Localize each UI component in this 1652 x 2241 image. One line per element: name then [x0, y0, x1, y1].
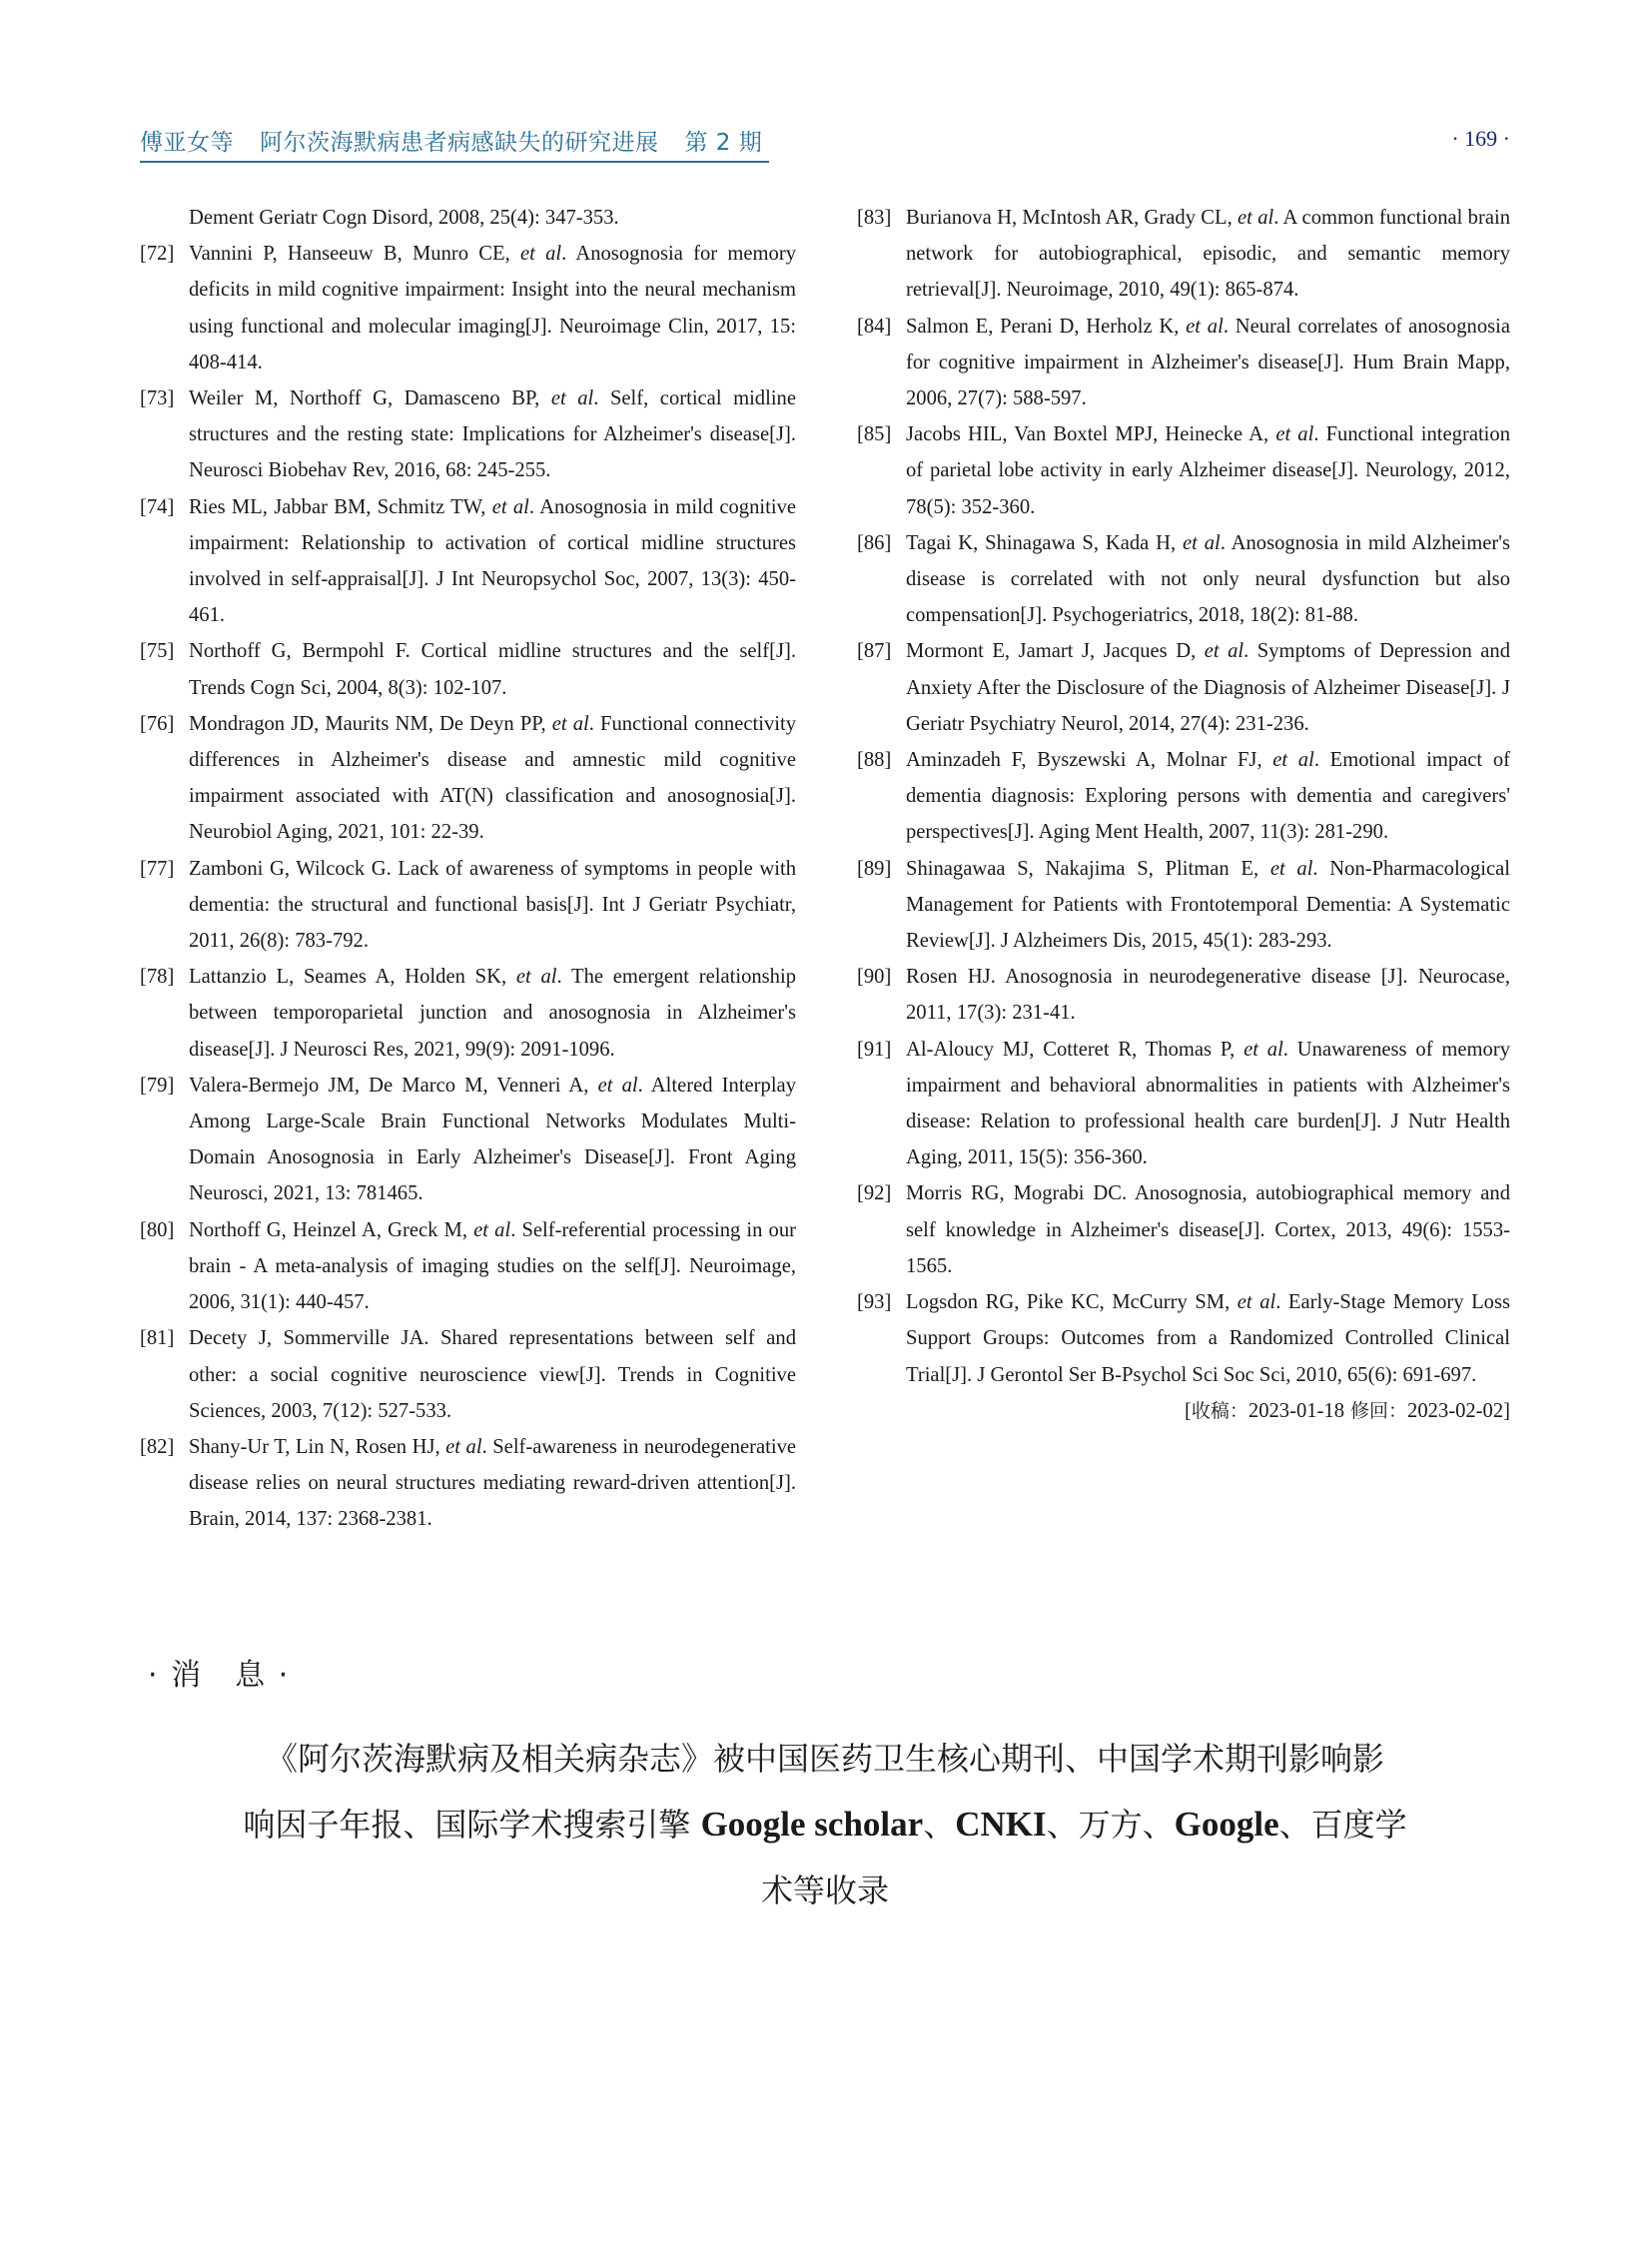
reference-etal: et al	[515, 966, 557, 989]
reference-number: [91]	[857, 1038, 892, 1061]
notice-line-1: 《阿尔茨海默病及相关病杂志》被中国医药卫生核心期刊、中国学术期刊影响影	[265, 1740, 1384, 1778]
reference-item	[140, 851, 796, 960]
references-right-column	[857, 200, 1510, 1429]
reference-authors: Vannini P, Hanseeuw B, Munro CE,	[189, 243, 510, 266]
reference-authors: Weiler M, Northoff G, Damasceno BP,	[189, 387, 540, 410]
reference-etal: et al	[1204, 640, 1244, 663]
notice-text: 、百度学	[1278, 1806, 1407, 1844]
reference-item	[857, 1284, 1510, 1393]
notice-google: Google	[1174, 1805, 1279, 1844]
revised-date: 2023-02-02	[1407, 1399, 1504, 1422]
reference-text: . Functional connectivity differences in Alzheimer's disease and amnestic mild cognitive impairment associated with AT(N) classification and anosognosia[J]. Neurobiol Aging, 2021, 101: 22-39.	[189, 712, 796, 844]
reference-number: [76]	[140, 712, 175, 735]
reference-etal: et al	[1243, 1038, 1283, 1061]
reference-continuation: Dement Geriatr Cogn Disord, 2008, 25(4): 347-353.	[189, 207, 619, 229]
page-number: · 169 ·	[1451, 126, 1510, 151]
notice-heading: · 消 息 ·	[148, 1658, 291, 1693]
reference-item	[857, 959, 1510, 1031]
reference-etal: et al	[550, 387, 594, 410]
reference-etal: et al	[1272, 749, 1314, 772]
reference-list-right	[857, 200, 1510, 1393]
reference-item	[140, 1212, 796, 1321]
reference-authors: Jacobs HIL, Van Boxtel MPJ, Heinecke A,	[906, 423, 1269, 446]
reference-etal: et al	[519, 243, 562, 266]
reference-number: [74]	[140, 495, 175, 518]
reference-authors: Rosen HJ. Anosognosia in neurodegenerative disease [J]. Neurocase, 2011, 17(3): 231-41.	[906, 966, 1510, 1025]
reference-authors: Northoff G, Heinzel A, Greck M,	[189, 1218, 468, 1241]
reference-item	[140, 959, 796, 1068]
reference-text: . Early-Stage Memory Loss Support Groups: Outcomes from a Randomized Controlled Clinical Trial[J]. J Gerontol Ser B-Psychol Sci Soc Sci, 2010, 65(6): 691-697.	[906, 1291, 1510, 1386]
header-authors: 傅亚女等	[140, 130, 234, 156]
bracket-open: [	[1185, 1399, 1192, 1422]
reference-text: . Neural correlates of anosognosia for cognitive impairment in Alzheimer's disease[J]. Hum Brain Mapp, 2006, 27(7): 588-597.	[906, 315, 1510, 410]
reference-etal: et al	[1269, 857, 1313, 880]
reference-authors: Al-Aloucy MJ, Cotteret R, Thomas P,	[906, 1038, 1236, 1061]
reference-number: [90]	[857, 966, 892, 989]
reference-number: [93]	[857, 1291, 892, 1314]
reference-number: [92]	[857, 1182, 892, 1205]
reference-number: [89]	[857, 857, 892, 880]
reference-item	[857, 200, 1510, 309]
reference-etal: et al	[1238, 207, 1274, 229]
reference-etal: et al	[597, 1074, 638, 1097]
reference-number: [80]	[140, 1218, 175, 1241]
reference-number: [75]	[140, 640, 175, 663]
received-date: 2023-01-18	[1247, 1399, 1344, 1422]
reference-authors: Salmon E, Perani D, Herholz K,	[906, 315, 1180, 338]
reference-authors: Northoff G, Bermpohl F. Cortical midline structures and the self[J]. Trends Cogn Sci, 2004, 8(3): 102-107.	[189, 640, 796, 699]
revised-label: 修回：	[1344, 1399, 1408, 1422]
reference-etal: et al	[445, 1435, 482, 1458]
reference-item	[140, 236, 796, 380]
reference-item	[140, 1320, 796, 1429]
reference-number: [88]	[857, 749, 892, 772]
reference-text: . Functional integration of parietal lobe activity in early Alzheimer disease[J]. Neurology, 2012, 78(5): 352-360.	[906, 423, 1510, 518]
reference-authors: Mondragon JD, Maurits NM, De Deyn PP,	[189, 712, 546, 735]
reference-item	[140, 706, 796, 851]
reference-text: . Altered Interplay Among Large-Scale Brain Functional Networks Modulates Multi-Domain Anosognosia in Early Alzheimer's Disease[J]. Front Aging Neurosci, 2021, 13: 781465.	[189, 1074, 796, 1205]
reference-item	[857, 742, 1510, 851]
reference-etal: et al	[1186, 315, 1224, 338]
reference-authors: Burianova H, McIntosh AR, Grady CL,	[906, 207, 1233, 229]
reference-number: [79]	[140, 1074, 175, 1097]
received-label: 收稿：	[1191, 1399, 1248, 1422]
reference-text: . Self, cortical midline structures and the resting state: Implications for Alzheimer's disease[J]. Neurosci Biobehav Rev, 2016, 68: 245-255.	[189, 387, 796, 482]
reference-list-left	[140, 236, 796, 1537]
reference-number: [85]	[857, 423, 892, 446]
reference-number: [86]	[857, 531, 892, 554]
reference-number: [83]	[857, 207, 892, 229]
reference-authors: Zamboni G, Wilcock G. Lack of awareness of symptoms in people with dementia: the structural and functional basis[J]. Int J Geriatr Psychiatr, 2011, 26(8): 783-792.	[189, 857, 796, 953]
reference-number: [82]	[140, 1435, 175, 1458]
received-dates	[857, 1393, 1510, 1429]
reference-authors: Morris RG, Mograbi DC. Anosognosia, autobiographical memory and self knowledge in Alzheimer's disease[J]. Cortex, 2013, 49(6): 1553-1565.	[906, 1182, 1510, 1277]
reference-number: [72]	[140, 243, 175, 266]
notice-cnki: CNKI	[955, 1805, 1047, 1844]
reference-text: . Anosognosia in mild cognitive impairment: Relationship to activation of cortical midline structures involved in self-appraisal[J]. J Int Neuropsychol Soc, 2007, 13(3): 450-461.	[189, 495, 797, 627]
reference-item	[140, 489, 796, 634]
reference-authors: Decety J, Sommerville JA. Shared representations between self and other: a social cognitive neuroscience view[J]. Trends in Cognitive Sciences, 2003, 7(12): 527-533.	[189, 1327, 796, 1422]
notice-separator: 、	[923, 1806, 956, 1844]
reference-text: . Anosognosia for memory deficits in mild cognitive impairment: Insight into the neural mechanism using functional and molecular imaging[J]. Neuroimage Clin, 2017, 15: 408-414.	[189, 243, 796, 374]
reference-authors: Aminzadeh F, Byszewski A, Molnar FJ,	[906, 749, 1262, 772]
reference-item	[857, 309, 1510, 417]
reference-text: . Anosognosia in mild Alzheimer's disease is correlated with not only neural dysfunction but also compensation[J]. Psychogeriatrics, 2018, 18(2): 81-88.	[906, 531, 1510, 627]
reference-number: [78]	[140, 966, 175, 989]
reference-item	[140, 380, 796, 489]
reference-authors: Shany-Ur T, Lin N, Rosen HJ,	[189, 1435, 440, 1458]
running-header	[140, 124, 1510, 160]
reference-authors: Shinagawaa S, Nakajima S, Plitman E,	[906, 857, 1259, 880]
reference-etal: et al	[491, 495, 529, 518]
reference-text: . The emergent relationship between temporoparietal junction and anosognosia in Alzheimer's disease[J]. J Neurosci Res, 2021, 99(9): 2091-1096.	[189, 966, 796, 1061]
reference-authors: Ries ML, Jabbar BM, Schmitz TW,	[189, 495, 486, 518]
reference-text: . Non-Pharmacological Management for Patients with Frontotemporal Dementia: A Systematic Review[J]. J Alzheimers Dis, 2015, 45(1): 283-293.	[906, 857, 1510, 953]
reference-authors: Lattanzio L, Seames A, Holden SK,	[189, 966, 507, 989]
reference-item	[857, 633, 1510, 742]
reference-number: [84]	[857, 315, 892, 338]
notice-google-scholar: Google scholar	[700, 1805, 924, 1844]
reference-item	[857, 1032, 1510, 1176]
notice-line-3: 术等收录	[760, 1871, 889, 1909]
notice-text: 、万方、	[1046, 1806, 1175, 1844]
reference-item	[857, 525, 1510, 634]
reference-item	[857, 416, 1510, 525]
reference-etal: et al	[1183, 531, 1221, 554]
notice-line-2	[140, 1792, 1510, 1858]
reference-text: . Self-awareness in neurodegenerative disease relies on neural structures mediating reward-driven attention[J]. Brain, 2014, 137: 2368-2381.	[189, 1435, 797, 1531]
reference-number: [73]	[140, 387, 175, 410]
reference-number: [77]	[140, 857, 175, 880]
reference-text: . A common functional brain network for autobiographical, episodic, and semantic memory retrieval[J]. Neuroimage, 2010, 49(1): 865-874.	[906, 207, 1511, 302]
header-article-title: 阿尔茨海默病患者病感缺失的研究进展	[260, 130, 659, 156]
reference-authors: Tagai K, Shinagawa S, Kada H,	[906, 531, 1177, 554]
reference-text: . Symptoms of Depression and Anxiety After the Disclosure of the Diagnosis of Alzheimer Disease[J]. J Geriatr Psychiatry Neurol, 2014, 27(4): 231-236.	[906, 640, 1511, 735]
reference-etal: et al	[551, 712, 589, 735]
reference-item	[140, 633, 796, 705]
bracket-close: ]	[1503, 1399, 1510, 1422]
reference-item	[857, 1175, 1510, 1284]
header-title-block	[140, 124, 769, 163]
reference-authors: Valera-Bermejo JM, De Marco M, Venneri A,	[189, 1074, 589, 1097]
reference-text: . Emotional impact of dementia diagnosis: Exploring persons with dementia and caregivers' perspectives[J]. Aging Ment Health, 2007, 11(3): 281-290.	[906, 749, 1510, 844]
reference-item	[140, 1429, 796, 1538]
notice-body	[140, 1726, 1510, 1923]
notice-text: 响因子年报、国际学术搜索引擎	[243, 1806, 701, 1844]
reference-item	[857, 851, 1510, 960]
reference-item	[140, 1068, 796, 1212]
header-issue: 第 2 期	[684, 130, 763, 156]
reference-authors: Mormont E, Jamart J, Jacques D,	[906, 640, 1197, 663]
reference-text: . Self-referential processing in our brain - A meta-analysis of imaging studies on the self[J]. Neuroimage, 2006, 31(1): 440-457.	[189, 1218, 797, 1314]
reference-number: [81]	[140, 1327, 175, 1350]
reference-number: [87]	[857, 640, 892, 663]
reference-etal: et al	[473, 1218, 511, 1241]
reference-text: . Unawareness of memory impairment and behavioral abnormalities in patients with Alzheimer's disease: Relation to professional health care burden[J]. J Nutr Health Aging, 2011, 15(5): 356-360.	[906, 1038, 1511, 1169]
reference-authors: Logsdon RG, Pike KC, McCurry SM,	[906, 1291, 1231, 1314]
reference-etal: et al	[1237, 1291, 1276, 1314]
reference-etal: et al	[1275, 423, 1314, 446]
references-left-column	[140, 200, 796, 1538]
